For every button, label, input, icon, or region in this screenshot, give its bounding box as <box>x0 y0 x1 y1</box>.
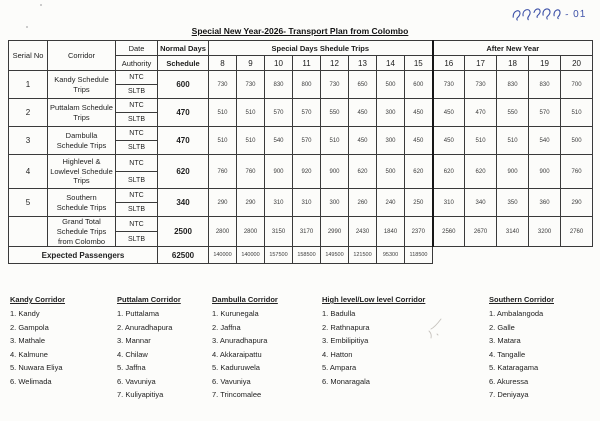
trips-value-cell: 650 <box>349 71 377 99</box>
trips-value-cell: 760 <box>561 155 593 189</box>
day-number-header: 16 <box>433 56 465 71</box>
expected-passengers-row <box>9 247 593 264</box>
trips-value-cell: 760 <box>237 155 265 189</box>
trips-value-cell: 470 <box>465 99 497 127</box>
trips-value-cell: 510 <box>465 127 497 155</box>
corridor-list-item: 4. Akkaraipattu <box>212 349 262 359</box>
trips-value-cell: 360 <box>529 189 561 217</box>
trips-value-cell: 450 <box>405 99 433 127</box>
corridor-list-item: 5. Ampara <box>322 363 357 372</box>
day-number-header: 17 <box>465 56 497 71</box>
trips-value-cell: 800 <box>293 71 321 99</box>
expected-value-cell: 158500 <box>293 247 321 264</box>
corridor-list <box>10 293 65 388</box>
trips-value-cell: 510 <box>497 127 529 155</box>
trips-value-cell: 730 <box>321 71 349 99</box>
trips-value-cell: 730 <box>465 71 497 99</box>
trips-value-cell: 290 <box>561 189 593 217</box>
trips-value-cell: 700 <box>561 71 593 99</box>
expected-passengers-label: Expected Passengers <box>9 247 158 264</box>
corridor-list <box>212 293 278 402</box>
day-number-header: 10 <box>265 56 293 71</box>
corridor-list-title: High level/Low level Corridor <box>322 295 426 304</box>
trips-value-cell: 300 <box>377 99 405 127</box>
corridor-list-item: 7. Kuliyapitiya <box>117 390 164 399</box>
corridor-list-item: 4. Kalmune <box>10 349 48 359</box>
trips-value-cell: 340 <box>465 189 497 217</box>
corridor-cell: Kandy Schedule Trips <box>48 71 116 99</box>
trips-value-cell: 920 <box>293 155 321 189</box>
expected-value-cell: 121500 <box>349 247 377 264</box>
trips-value-cell: 570 <box>529 99 561 127</box>
trips-value-cell: 310 <box>265 189 293 217</box>
expected-value-cell: 95300 <box>377 247 405 264</box>
trips-value-cell: 2990 <box>321 217 349 247</box>
day-number-header: 13 <box>349 56 377 71</box>
corridor-list-item: 4. Tangalle <box>489 349 526 359</box>
trips-value-cell: 290 <box>237 189 265 217</box>
transport-plan-table <box>8 40 593 264</box>
authority-ntc-cell: NTC <box>116 99 158 113</box>
corridor-list-item: 1. Kurunegala <box>212 309 259 318</box>
serial-no-header: Serial No <box>9 41 48 71</box>
serial-cell: 3 <box>9 127 48 155</box>
trips-value-cell: 3140 <box>497 217 529 247</box>
table-filler-cell <box>433 247 593 264</box>
normal-days-cell: 600 <box>158 71 209 99</box>
authority-ntc-cell: NTC <box>116 127 158 141</box>
trips-value-cell: 550 <box>497 99 529 127</box>
corridor-list-item: 5. Nuwara Eliya <box>10 363 63 372</box>
trips-value-cell: 3200 <box>529 217 561 247</box>
trips-value-cell: 500 <box>377 71 405 99</box>
corridor-list-item: 2. Anuradhapura <box>117 322 173 332</box>
trips-value-cell: 900 <box>321 155 349 189</box>
trips-value-cell: 510 <box>209 127 237 155</box>
trips-value-cell: 900 <box>529 155 561 189</box>
trips-value-cell: 760 <box>209 155 237 189</box>
trips-value-cell: 300 <box>377 127 405 155</box>
trips-value-cell: 620 <box>405 155 433 189</box>
schedule-header: Schedule <box>158 56 209 71</box>
authority-ntc-cell: NTC <box>116 71 158 85</box>
annotation-number: - 01 <box>564 8 587 21</box>
table-row <box>9 99 593 113</box>
trips-value-cell: 2800 <box>209 217 237 247</box>
trips-value-cell: 2760 <box>561 217 593 247</box>
trips-value-cell: 510 <box>237 127 265 155</box>
page-title: Special New Year-2026- Transport Plan from Colombo <box>191 26 409 36</box>
trips-value-cell: 830 <box>529 71 561 99</box>
normal-days-cell: 2500 <box>158 217 209 247</box>
corridor-list-item: 6. Vavuniya <box>212 376 251 386</box>
corridor-list <box>489 293 554 402</box>
corridor-list-item: 3. Matara <box>489 336 521 345</box>
corridor-list-item: 6. Welimada <box>10 376 52 386</box>
trips-value-cell: 310 <box>293 189 321 217</box>
corridor-list-item: 6. Vavuniya <box>117 376 156 386</box>
trips-value-cell: 350 <box>497 189 529 217</box>
corridor-list-title: Dambulla Corridor <box>212 295 278 304</box>
trips-value-cell: 510 <box>321 127 349 155</box>
corridor-lists-section <box>0 293 600 418</box>
authority-sltb-cell: SLTB <box>116 141 158 155</box>
authority-ntc-cell: NTC <box>116 217 158 232</box>
date-header: Date <box>116 41 158 56</box>
trips-value-cell: 540 <box>265 127 293 155</box>
authority-sltb-cell: SLTB <box>116 113 158 127</box>
corridor-cell: Grand Total Schedule Trips from Colombo <box>48 217 116 247</box>
corridor-list <box>322 293 425 388</box>
day-number-header: 20 <box>561 56 593 71</box>
corridor-list-title: Kandy Corridor <box>10 295 66 304</box>
trips-value-cell: 450 <box>405 127 433 155</box>
corridor-list-item: 6. Akuressa <box>489 376 529 386</box>
trips-value-cell: 620 <box>465 155 497 189</box>
corridor-list-item: 5. Jaffna <box>117 363 146 372</box>
trips-value-cell: 550 <box>321 99 349 127</box>
trips-value-cell: 310 <box>433 189 465 217</box>
trips-value-cell: 570 <box>265 99 293 127</box>
authority-ntc-cell: NTC <box>116 155 158 172</box>
authority-sltb-cell: SLTB <box>116 172 158 189</box>
serial-cell <box>9 217 48 247</box>
corridor-list-item: 7. Deniyaya <box>489 390 529 399</box>
serial-cell: 1 <box>9 71 48 99</box>
trips-value-cell: 730 <box>209 71 237 99</box>
expected-value-cell: 140000 <box>237 247 265 264</box>
trips-value-cell: 250 <box>405 189 433 217</box>
trips-value-cell: 540 <box>529 127 561 155</box>
day-number-header: 18 <box>497 56 529 71</box>
trips-value-cell: 450 <box>349 127 377 155</box>
corridor-list-item: 4. Hatton <box>322 349 353 359</box>
trips-value-cell: 450 <box>349 99 377 127</box>
trips-value-cell: 510 <box>237 99 265 127</box>
trips-value-cell: 2370 <box>405 217 433 247</box>
day-number-header: 12 <box>321 56 349 71</box>
corridor-list-item: 4. Chilaw <box>117 349 148 359</box>
trips-value-cell: 500 <box>377 155 405 189</box>
expected-value-cell: 140000 <box>209 247 237 264</box>
trips-value-cell: 730 <box>237 71 265 99</box>
corridor-cell: Southern Schedule Trips <box>48 189 116 217</box>
normal-days-cell: 340 <box>158 189 209 217</box>
sinhala-handwriting-icon <box>509 3 562 23</box>
authority-sltb-cell: SLTB <box>116 232 158 247</box>
corridor-list-item: 2. Jaffna <box>212 322 241 332</box>
trips-value-cell: 830 <box>497 71 529 99</box>
corridor-list-item: 2. Gampola <box>10 322 49 332</box>
day-number-header: 8 <box>209 56 237 71</box>
trips-value-cell: 3170 <box>293 217 321 247</box>
corridor-list-item: 3. Mathale <box>10 336 46 345</box>
normal-days-cell: 620 <box>158 155 209 189</box>
corridor-list-item: 3. Anuradhapura <box>212 336 268 345</box>
trips-value-cell: 620 <box>433 155 465 189</box>
trips-value-cell: 900 <box>497 155 529 189</box>
table-row <box>9 71 593 85</box>
table-row <box>9 127 593 141</box>
trips-value-cell: 290 <box>209 189 237 217</box>
trips-value-cell: 2800 <box>237 217 265 247</box>
day-number-header: 11 <box>293 56 321 71</box>
trips-value-cell: 1840 <box>377 217 405 247</box>
day-number-header: 19 <box>529 56 561 71</box>
normal-days-header: Normal Days <box>158 41 209 56</box>
scan-speck <box>40 4 42 6</box>
authority-sltb-cell: SLTB <box>116 203 158 217</box>
serial-cell: 2 <box>9 99 48 127</box>
corridor-cell: Highlevel & Lowlevel Schedule Trips <box>48 155 116 189</box>
corridor-list-item: 5. Kaduruwela <box>212 363 260 372</box>
trips-value-cell: 730 <box>433 71 465 99</box>
expected-value-cell: 149500 <box>321 247 349 264</box>
trips-value-cell: 450 <box>433 99 465 127</box>
expected-value-cell: 157500 <box>265 247 293 264</box>
expected-total-cell: 62500 <box>158 247 209 264</box>
trips-value-cell: 620 <box>349 155 377 189</box>
normal-days-cell: 470 <box>158 99 209 127</box>
authority-sltb-cell: SLTB <box>116 85 158 99</box>
table-row <box>9 155 593 172</box>
trips-value-cell: 600 <box>405 71 433 99</box>
corridor-list-item: 2. Galle <box>489 322 515 332</box>
corridor-cell: Puttalam Schedule Trips <box>48 99 116 127</box>
corridor-list-item: 2. Rathnapura <box>322 322 370 332</box>
table-row <box>9 217 593 232</box>
corridor-list-item: 6. Monaragala <box>322 376 370 386</box>
day-number-header: 9 <box>237 56 265 71</box>
normal-days-cell: 470 <box>158 127 209 155</box>
day-number-header: 15 <box>405 56 433 71</box>
day-number-header: 14 <box>377 56 405 71</box>
trips-value-cell: 510 <box>209 99 237 127</box>
trips-value-cell: 2430 <box>349 217 377 247</box>
corridor-list-item: 3. Embilipitiya <box>322 336 369 345</box>
trips-value-cell: 240 <box>377 189 405 217</box>
trips-value-cell: 510 <box>561 99 593 127</box>
corridor-list <box>117 293 181 402</box>
corridor-list-item: 3. Mannar <box>117 336 151 345</box>
trips-value-cell: 300 <box>321 189 349 217</box>
corridor-header: Corridor <box>48 41 116 71</box>
corridor-list-item: 7. Trincomalee <box>212 390 262 399</box>
expected-value-cell: 118500 <box>405 247 433 264</box>
corridor-list-item: 1. Puttalama <box>117 309 160 318</box>
trips-value-cell: 500 <box>561 127 593 155</box>
handwritten-annotation <box>509 2 586 23</box>
trips-value-cell: 3150 <box>265 217 293 247</box>
corridor-list-item: 1. Ambalangoda <box>489 309 544 318</box>
pencil-mark <box>425 315 451 349</box>
corridor-list-title: Puttalam Corridor <box>117 295 181 304</box>
corridor-cell: Dambulla Schedule Trips <box>48 127 116 155</box>
serial-cell: 5 <box>9 189 48 217</box>
trips-value-cell: 260 <box>349 189 377 217</box>
trips-value-cell: 570 <box>293 99 321 127</box>
after-new-year-header: After New Year <box>433 41 593 56</box>
table-row <box>9 189 593 203</box>
corridor-list-item: 1. Kandy <box>10 309 40 318</box>
trips-value-cell: 450 <box>433 127 465 155</box>
corridor-list-title: Southern Corridor <box>489 295 554 304</box>
trips-value-cell: 2670 <box>465 217 497 247</box>
serial-cell: 4 <box>9 155 48 189</box>
authority-ntc-cell: NTC <box>116 189 158 203</box>
trips-value-cell: 900 <box>265 155 293 189</box>
trips-value-cell: 830 <box>265 71 293 99</box>
corridor-list-item: 5. Kataragama <box>489 363 539 372</box>
special-days-header: Special Days Shedule Trips <box>209 41 433 56</box>
authority-header: Authority <box>116 56 158 71</box>
trips-value-cell: 570 <box>293 127 321 155</box>
corridor-list-item: 1. Badulla <box>322 309 356 318</box>
trips-value-cell: 2560 <box>433 217 465 247</box>
